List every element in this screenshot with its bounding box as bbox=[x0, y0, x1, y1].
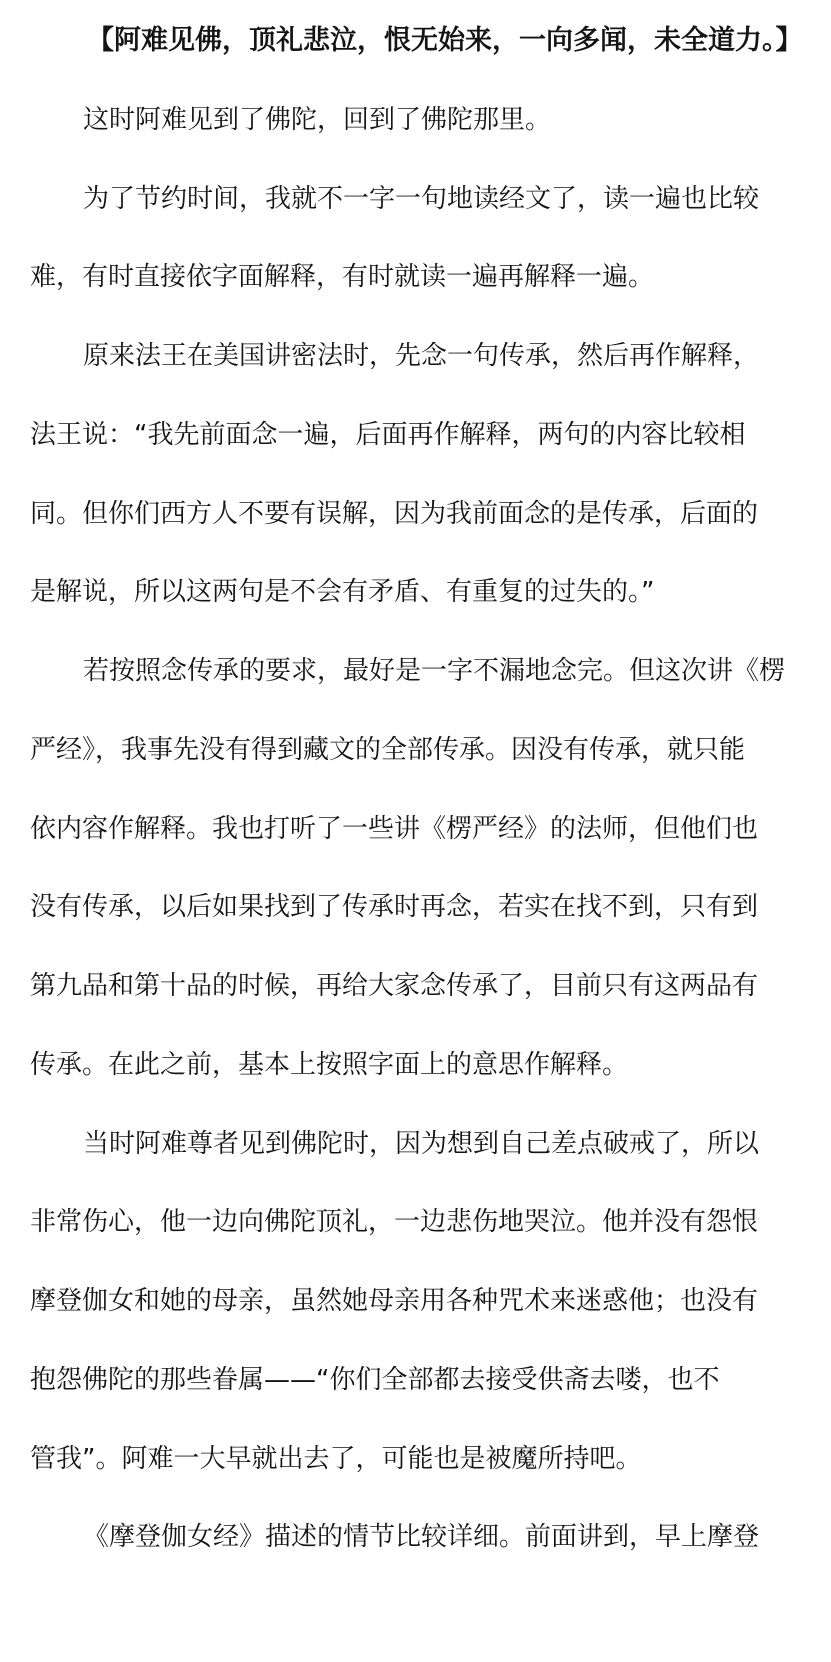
text-line: 是解说，所以这两句是不会有矛盾、有重复的过失的。” bbox=[30, 577, 655, 607]
text-line: 管我”。阿难一大早就出去了，可能也是被魔所持吧。 bbox=[30, 1444, 642, 1474]
text-line: 若按照念传承的要求，最好是一字不漏地念完。但这次讲《楞 bbox=[83, 656, 786, 686]
text-line: 非常伤心，他一边向佛陀顶礼，一边悲伤地哭泣。他并没有怨恨 bbox=[30, 1207, 759, 1237]
text-line: 《摩登伽女经》描述的情节比较详细。前面讲到，早上摩登 bbox=[83, 1522, 760, 1552]
text-line: 为了节约时间，我就不一字一句地读经文了，读一遍也比较 bbox=[83, 184, 760, 214]
text-line: 法王说：“我先前面念一遍，后面再作解释，两句的内容比较相 bbox=[30, 420, 746, 450]
text-line: 这时阿难见到了佛陀，回到了佛陀那里。 bbox=[83, 105, 552, 135]
text-line: 摩登伽女和她的母亲，虽然她母亲用各种咒术来迷惑他；也没有 bbox=[30, 1286, 759, 1316]
text-line: 难，有时直接依字面解释，有时就读一遍再解释一遍。 bbox=[30, 262, 655, 292]
text-line: 当时阿难尊者见到佛陀时，因为想到自己差点破戒了，所以 bbox=[83, 1129, 760, 1159]
text-line: 同。但你们西方人不要有误解，因为我前面念的是传承，后面的 bbox=[30, 499, 759, 529]
text-line: 抱怨佛陀的那些眷属——“你们全部都去接受供斋去喽，也不 bbox=[30, 1365, 720, 1395]
text-line: 传承。在此之前，基本上按照字面上的意思作解释。 bbox=[30, 1050, 629, 1080]
section-heading: 【阿难见佛，顶礼悲泣，恨无始来，一向多闻，未全道力。】 bbox=[87, 25, 803, 56]
text-line: 依内容作解释。我也打听了一些讲《楞严经》的法师，但他们也 bbox=[30, 814, 759, 844]
text-line: 第九品和第十品的时候，再给大家念传承了，目前只有这两品有 bbox=[30, 971, 759, 1001]
text-line: 没有传承，以后如果找到了传承时再念，若实在找不到，只有到 bbox=[30, 892, 759, 922]
text-line: 原来法王在美国讲密法时，先念一句传承，然后再作解释， bbox=[83, 341, 760, 371]
text-line: 严经》，我事先没有得到藏文的全部传承。因没有传承，就只能 bbox=[30, 735, 746, 765]
